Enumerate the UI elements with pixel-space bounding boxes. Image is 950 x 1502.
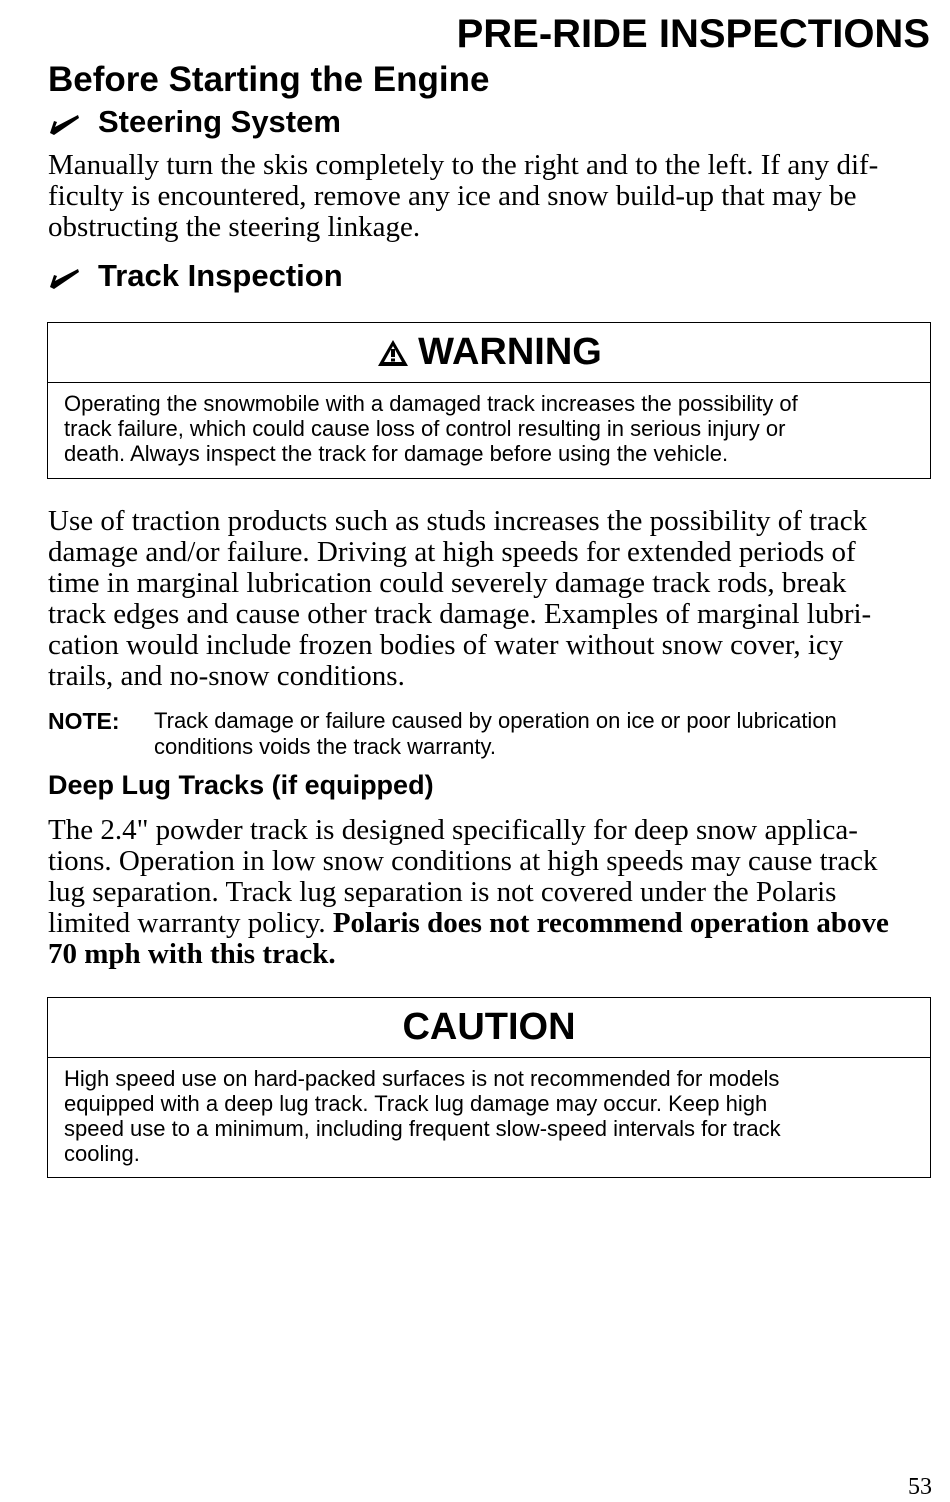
warning-box (47, 322, 931, 479)
text-line: time in marginal lubrication could severely damage track rods, break (48, 567, 847, 599)
deep-lug-heading: Deep Lug Tracks (if equipped) (48, 770, 434, 800)
text-line: Use of traction products such as studs increases the possibility of track (48, 505, 868, 537)
text-line: High speed use on hard-packed surfaces is not recommended for models (64, 1066, 780, 1091)
text-line: track edges and cause other track damage. Examples of marginal lubri- (48, 598, 872, 630)
text-line: cation would include frozen bodies of water without snow cover, icy (48, 629, 844, 661)
text-line: Operating the snowmobile with a damaged track increases the possibility of (64, 391, 798, 416)
steering-heading (48, 104, 341, 140)
text-line: Manually turn the skis completely to the right and to the left. If any dif- (48, 149, 879, 181)
text-line: death. Always inspect the track for damage before using the vehicle. (64, 441, 729, 466)
note-label: NOTE: (48, 708, 120, 734)
main-heading: Before Starting the Engine (48, 60, 490, 99)
text-bold: Polaris does not recommend operation above (332, 907, 889, 939)
section-header: PRE-RIDE INSPECTIONS (456, 12, 930, 56)
caution-box (47, 997, 931, 1178)
text-bold: 70 mph with this track. (48, 938, 336, 970)
text-line (48, 908, 932, 939)
text-line: The 2.4" powder track is designed specifically for deep snow applica- (48, 814, 858, 846)
track-heading (48, 258, 343, 294)
checkmark-icon (48, 109, 82, 135)
text-line: cooling. (64, 1141, 140, 1166)
warning-title-text: WARNING (418, 331, 602, 373)
caution-title-text: CAUTION (402, 1006, 576, 1048)
note-text (154, 708, 934, 760)
traction-paragraph (48, 506, 932, 692)
text-line: conditions voids the track warranty. (154, 734, 496, 759)
caution-body (48, 1058, 930, 1176)
warning-body (48, 383, 930, 476)
warning-title (48, 323, 930, 383)
text-line: lug separation. Track lug separation is not covered under the Polaris (48, 876, 837, 908)
track-heading-text: Track Inspection (98, 258, 343, 293)
text-line: Track damage or failure caused by operation on ice or poor lubrication (154, 708, 837, 733)
text-line: trails, and no-snow conditions. (48, 660, 405, 692)
text-line: damage and/or failure. Driving at high speeds for extended periods of (48, 536, 856, 568)
text-line (48, 939, 932, 970)
deep-lug-paragraph (48, 815, 932, 970)
text-line: obstructing the steering linkage. (48, 211, 421, 243)
text-line: ficulty is encountered, remove any ice and snow build-up that may be (48, 180, 857, 212)
text-line: track failure, which could cause loss of control resulting in serious injury or (64, 416, 786, 441)
caution-title (48, 998, 930, 1058)
warning-triangle-icon (376, 338, 410, 368)
text-normal: limited warranty policy. (48, 907, 333, 939)
steering-heading-text: Steering System (98, 104, 341, 139)
checkmark-icon (48, 263, 82, 289)
text-line: tions. Operation in low snow conditions at high speeds may cause track (48, 845, 878, 877)
steering-paragraph (48, 150, 932, 243)
page-number: 53 (908, 1474, 932, 1500)
text-line: speed use to a minimum, including frequent slow-speed intervals for track (64, 1116, 781, 1141)
text-line: equipped with a deep lug track. Track lug damage may occur. Keep high (64, 1091, 768, 1116)
